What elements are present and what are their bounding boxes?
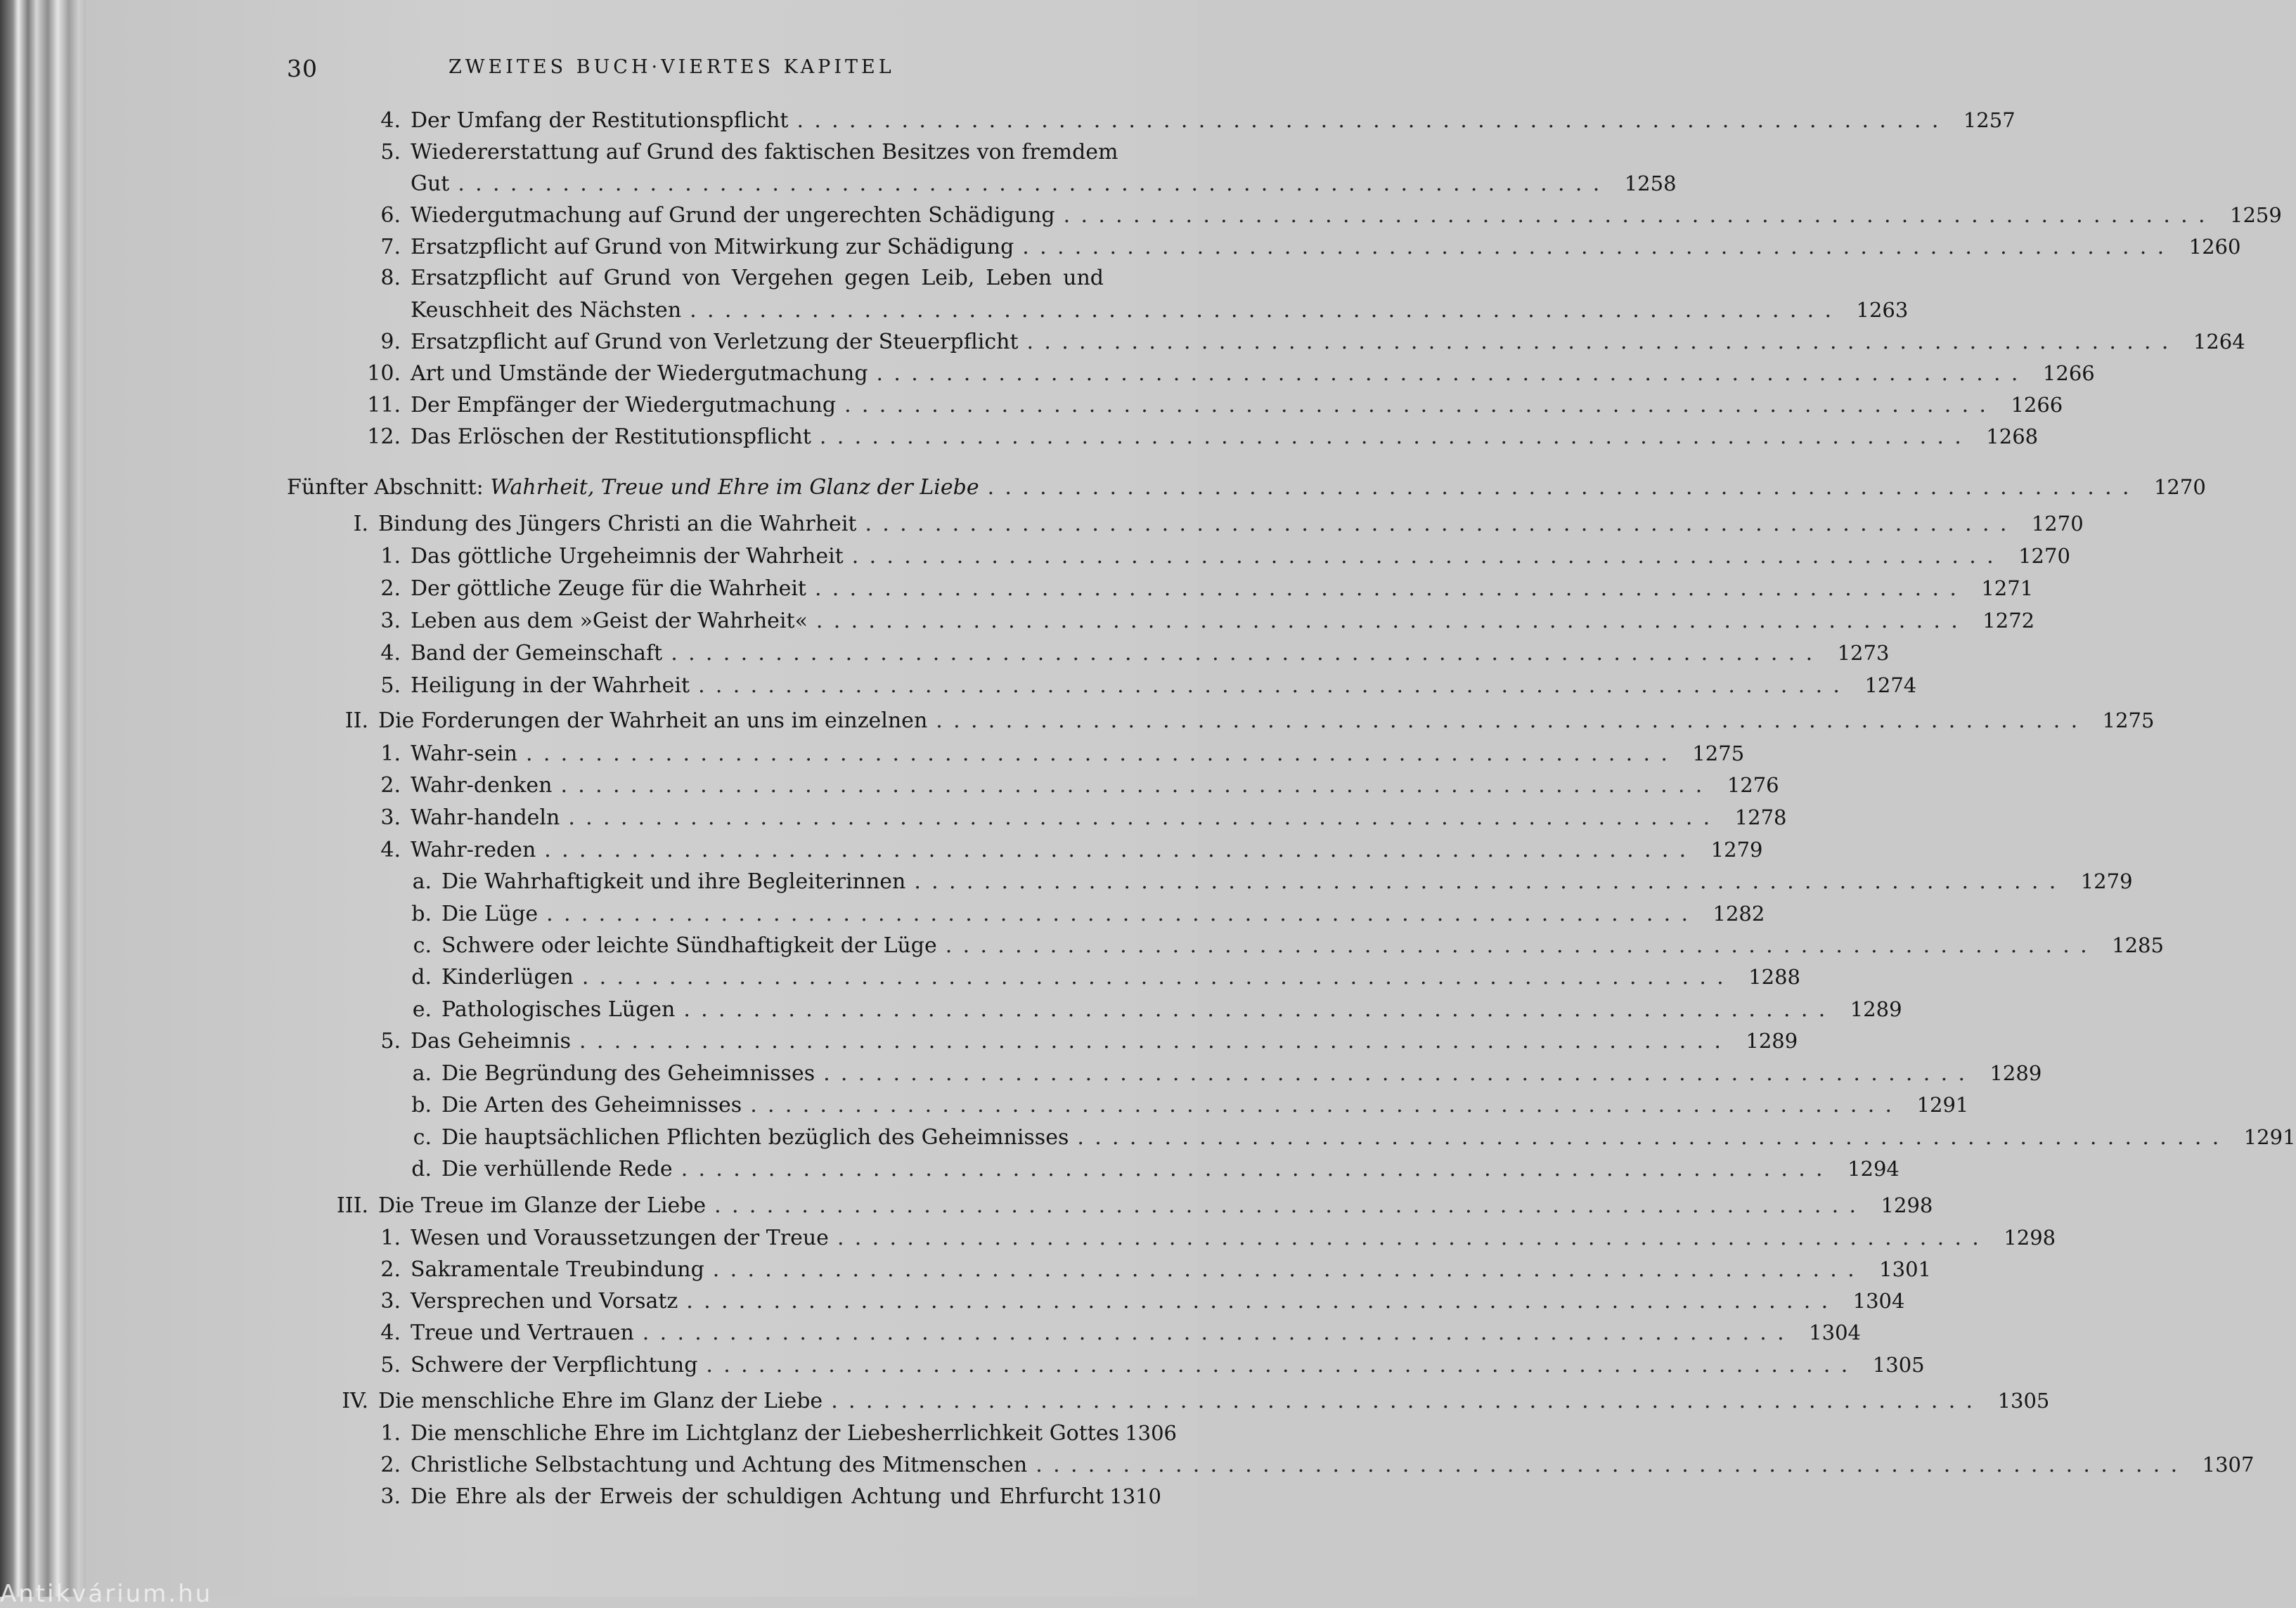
toc-entry-page: 1279 bbox=[1710, 838, 1763, 862]
leader-dots: .................................................................. bbox=[876, 361, 2029, 386]
leader-dots: .................................................................. bbox=[683, 997, 1836, 1022]
toc-part-entry bbox=[332, 507, 2084, 540]
toc-entry-page: 1270 bbox=[2018, 544, 2070, 568]
leader-dots: .................................................................. bbox=[1026, 330, 2179, 354]
toc-entry-label: Christliche Selbstachtung und Achtung des Mitmenschen bbox=[411, 1453, 1028, 1477]
toc-entry-number: 7. bbox=[380, 235, 401, 259]
toc-entry-number: II. bbox=[344, 708, 368, 733]
toc-entry bbox=[364, 769, 1779, 801]
toc-entry-page: 1260 bbox=[2188, 235, 2241, 259]
toc-entry-label: Wiedererstattung auf Grund des faktischen Besitzes von fremdem bbox=[411, 140, 1118, 164]
toc-entry-label: Band der Gemeinschaft bbox=[411, 641, 663, 666]
leader-dots: .................................................................. bbox=[458, 171, 1611, 196]
toc-entry-label: Wahr-handeln bbox=[411, 805, 560, 830]
toc-entry-page: 1307 bbox=[2202, 1453, 2255, 1477]
toc-entry bbox=[364, 604, 2035, 637]
toc-entry-label: Die Forderungen der Wahrheit an uns im einzelnen bbox=[378, 708, 928, 733]
toc-entry-number: 5. bbox=[380, 140, 401, 164]
toc-entry-label: Ersatzpflicht auf Grund von Vergehen gegen Leib, Leben und bbox=[411, 266, 1104, 290]
toc-entry-number: 2. bbox=[380, 773, 401, 798]
toc-entry bbox=[364, 231, 2241, 263]
leader-dots: .................................................................. bbox=[686, 1289, 1839, 1314]
toc-entry-number: b. bbox=[411, 902, 432, 926]
toc-entry-page: 1259 bbox=[2230, 203, 2282, 227]
toc-entry-page: 1274 bbox=[1864, 673, 1917, 697]
toc-entry-number: 2. bbox=[380, 1453, 401, 1477]
toc-entry-page: 1289 bbox=[1850, 997, 1902, 1021]
leader-dots: .................................................................. bbox=[1022, 235, 2175, 259]
leader-dots: .................................................................. bbox=[814, 576, 1968, 601]
toc-entry bbox=[364, 834, 1763, 866]
toc-entry bbox=[364, 262, 1161, 294]
toc-entry-continuation bbox=[411, 294, 1909, 326]
leader-dots: .................................................................. bbox=[750, 1093, 1903, 1117]
leader-dots: .................................................................. bbox=[936, 708, 2089, 733]
toc-entry bbox=[364, 389, 2063, 421]
toc-entry-label: Die hauptsächlichen Pflichten bezüglich des Geheimnisses bbox=[441, 1125, 1069, 1150]
leader-dots: .................................................................. bbox=[712, 1257, 1865, 1282]
toc-entry-page: 1273 bbox=[1837, 641, 1890, 665]
leader-dots: .................................................................. bbox=[844, 393, 1997, 417]
leader-dots: .................................................................. bbox=[1077, 1125, 2230, 1150]
toc-entry-page: 1288 bbox=[1748, 965, 1801, 989]
toc-entry-page: 1270 bbox=[2031, 512, 2084, 536]
toc-entry-number: a. bbox=[412, 869, 432, 894]
toc-entry-number: 5. bbox=[380, 1353, 401, 1377]
toc-entry-page: 1282 bbox=[1713, 902, 1765, 926]
toc-entry-page: 1305 bbox=[1872, 1353, 1925, 1377]
toc-entry-label: Schwere oder leichte Sündhaftigkeit der Lüge bbox=[441, 933, 937, 958]
toc-entry-label: Die menschliche Ehre im Lichtglanz der Liebesherrlichkeit Gottes bbox=[411, 1421, 1119, 1446]
toc-entry-label: Pathologisches Lügen bbox=[441, 997, 676, 1022]
toc-part-entry bbox=[332, 1385, 2050, 1417]
toc-entry-number: 4. bbox=[380, 641, 401, 666]
leader-dots: .................................................................. bbox=[690, 298, 1843, 323]
toc-entry-number: c. bbox=[413, 933, 432, 958]
toc-entry-label: Versprechen und Vorsatz bbox=[411, 1289, 678, 1314]
leader-dots: .................................................................. bbox=[544, 838, 1697, 862]
toc-entry-label: Schwere der Verpflichtung bbox=[411, 1353, 698, 1377]
toc-entry-number: d. bbox=[411, 1157, 432, 1181]
toc-subentry bbox=[395, 1089, 1969, 1121]
toc-entry-label: Wahr-reden bbox=[411, 838, 536, 862]
toc-entry-label-cont: Gut bbox=[411, 171, 450, 196]
toc-entry bbox=[364, 669, 1917, 701]
toc-part-entry bbox=[332, 1189, 1933, 1221]
toc-entry-page: 1301 bbox=[1879, 1257, 1931, 1281]
toc-entry-label: Wesen und Voraussetzungen der Treue bbox=[411, 1226, 829, 1250]
toc-entry-number: 2. bbox=[380, 1257, 401, 1282]
watermark-text: Antikvárium.hu bbox=[0, 1580, 213, 1608]
toc-entry bbox=[364, 737, 1745, 770]
toc-entry-label: Wiedergutmachung auf Grund der ungerechten Schädigung bbox=[411, 203, 1055, 228]
toc-entry bbox=[364, 1448, 2255, 1481]
toc-entry bbox=[364, 136, 1161, 169]
leader-dots: .................................................................. bbox=[568, 805, 1721, 830]
toc-entry-label: Die Lüge bbox=[441, 902, 538, 926]
section-prefix: Fünfter Abschnitt: bbox=[287, 475, 491, 500]
toc-entry bbox=[364, 199, 2282, 231]
toc-entry-label: Die menschliche Ehre im Glanz der Liebe bbox=[378, 1389, 823, 1413]
toc-entry-label: Kinderlügen bbox=[441, 965, 574, 990]
leader-dots: .................................................................. bbox=[671, 641, 1824, 666]
toc-entry-page: 1294 bbox=[1847, 1157, 1900, 1181]
toc-entry bbox=[364, 637, 1890, 669]
toc-entry-label: Die Treue im Glanze der Liebe bbox=[378, 1193, 707, 1218]
toc-entry-number: 1. bbox=[380, 1226, 401, 1250]
toc-subentry bbox=[395, 1153, 1900, 1185]
toc-entry-continuation bbox=[411, 167, 1677, 200]
leader-dots: .................................................................. bbox=[819, 424, 1973, 449]
toc-entry-page: 1268 bbox=[1986, 424, 2039, 448]
toc-entry-label: Bindung des Jüngers Christi an die Wahrheit bbox=[378, 512, 857, 536]
toc-subentry bbox=[395, 929, 2164, 961]
toc-entry-number: 4. bbox=[380, 1321, 401, 1345]
toc-entry-page: 1289 bbox=[1989, 1061, 2042, 1085]
toc-entry-number: 5. bbox=[380, 1029, 401, 1053]
toc-entry bbox=[364, 104, 2016, 136]
toc-entry-page: 1257 bbox=[1963, 108, 2016, 132]
toc-entry-label: Der göttliche Zeuge für die Wahrheit bbox=[411, 576, 806, 601]
toc-entry-label: Leben aus dem »Geist der Wahrheit« bbox=[411, 609, 808, 633]
toc-entry-number: b. bbox=[411, 1093, 432, 1117]
toc-part-entry bbox=[332, 704, 2155, 737]
toc-entry-label: Heiligung in der Wahrheit bbox=[411, 673, 690, 698]
toc-entry-number: 2. bbox=[380, 576, 401, 601]
toc-subentry bbox=[395, 1121, 2296, 1153]
toc-subentry bbox=[395, 1057, 2042, 1089]
toc-entry-number: 1. bbox=[380, 1421, 401, 1446]
toc-entry-label: Die Begründung des Geheimnisses bbox=[441, 1061, 815, 1086]
toc-entry bbox=[364, 1349, 1925, 1381]
toc-entry-page: 1305 bbox=[1997, 1389, 2050, 1413]
toc-entry-label: Treue und Vertrauen bbox=[411, 1321, 634, 1345]
toc-entry-label: Der Umfang der Restitutionspflicht bbox=[411, 108, 789, 133]
toc-entry-number: 8. bbox=[380, 266, 401, 290]
toc-entry-page: 1291 bbox=[1916, 1093, 1969, 1117]
book-spine-edge bbox=[0, 0, 86, 1597]
page-number: 30 bbox=[287, 55, 318, 82]
leader-dots: .................................................................. bbox=[714, 1193, 1867, 1218]
leader-dots: .................................................................. bbox=[865, 512, 2018, 536]
leader-dots: .................................................................. bbox=[546, 902, 1699, 926]
leader-dots: .................................................................. bbox=[1036, 1453, 2188, 1477]
toc-entry-page: 1270 bbox=[2153, 475, 2206, 499]
toc-entry-number: 3. bbox=[380, 805, 401, 830]
toc-entry bbox=[364, 325, 2245, 358]
toc-entry-label: Ersatzpflicht auf Grund von Verletzung der Steuerpflicht bbox=[411, 330, 1019, 354]
toc-entry bbox=[364, 1221, 2056, 1254]
leader-dots: .................................................................. bbox=[823, 1061, 1976, 1086]
leader-dots: .................................................................. bbox=[914, 869, 2067, 894]
toc-entry-number: 1. bbox=[380, 544, 401, 569]
toc-entry-number: c. bbox=[413, 1125, 432, 1150]
toc-entry-page: 1276 bbox=[1727, 773, 1779, 797]
toc-entry-number: a. bbox=[412, 1061, 432, 1086]
toc-entry-label: Wahr-denken bbox=[411, 773, 553, 798]
toc-entry-number: 3. bbox=[380, 1484, 401, 1509]
leader-dots: .................................................................. bbox=[831, 1389, 1984, 1413]
toc-entry-number: e. bbox=[412, 997, 432, 1022]
toc-entry-number: 9. bbox=[380, 330, 401, 354]
leader-dots: .................................................................. bbox=[560, 773, 1713, 798]
toc-entry-number: 4. bbox=[380, 108, 401, 133]
leader-dots: .................................................................. bbox=[698, 673, 1851, 698]
toc-entry bbox=[364, 1285, 1905, 1317]
toc-entry-page: 1272 bbox=[1982, 609, 2035, 633]
toc-entry-page: 1298 bbox=[1881, 1193, 1933, 1217]
leader-dots: .................................................................. bbox=[681, 1157, 1833, 1181]
section-heading-label bbox=[287, 472, 979, 504]
toc-entry bbox=[364, 801, 1787, 834]
toc-entry-label: Das göttliche Urgeheimnis der Wahrheit bbox=[411, 544, 844, 569]
toc-entry bbox=[364, 357, 2095, 389]
toc-entry-label: Sakramentale Treubindung bbox=[411, 1257, 704, 1282]
toc-entry-page: 1310 bbox=[1109, 1484, 1161, 1508]
toc-entry-label: Die Arten des Geheimnisses bbox=[441, 1093, 742, 1117]
leader-dots: .................................................................. bbox=[581, 965, 1735, 990]
leader-dots: .................................................................. bbox=[642, 1321, 1795, 1345]
toc-entry-page: 1306 bbox=[1125, 1421, 1177, 1445]
toc-entry-page: 1298 bbox=[2004, 1226, 2056, 1250]
toc-entry-page: 1291 bbox=[2243, 1125, 2296, 1149]
toc-entry-label: Das Geheimnis bbox=[411, 1029, 572, 1053]
toc-entry-page: 1279 bbox=[2080, 869, 2133, 893]
toc-entry-number: 6. bbox=[380, 203, 401, 228]
toc-entry-page: 1285 bbox=[2112, 933, 2164, 957]
toc-section-heading bbox=[287, 471, 2206, 503]
toc-entry bbox=[364, 1417, 1177, 1449]
leader-dots: .................................................................. bbox=[851, 544, 2004, 569]
toc-entry-label: Der Empfänger der Wiedergutmachung bbox=[411, 393, 837, 417]
toc-subentry bbox=[395, 961, 1801, 993]
toc-entry-label-cont: Keuschheit des Nächsten bbox=[411, 298, 682, 323]
toc-entry-label: Art und Umstände der Wiedergutmachung bbox=[411, 361, 868, 386]
toc-entry-page: 1278 bbox=[1734, 805, 1787, 829]
toc-entry bbox=[364, 1025, 1798, 1057]
toc-entry bbox=[364, 572, 2034, 604]
running-head bbox=[287, 55, 1116, 90]
toc-entry-page: 1289 bbox=[1746, 1029, 1798, 1053]
leader-dots: .................................................................. bbox=[579, 1029, 1732, 1053]
toc-entry-page: 1304 bbox=[1809, 1321, 1861, 1344]
toc-entry bbox=[364, 420, 2039, 453]
toc-entry bbox=[364, 540, 2070, 572]
toc-entry-label: Die Wahrhaftigkeit und ihre Begleiterinnen bbox=[441, 869, 906, 894]
toc-entry-page: 1263 bbox=[1856, 298, 1909, 322]
toc-entry-number: 10. bbox=[367, 361, 401, 386]
leader-dots: .................................................................. bbox=[987, 475, 2140, 500]
section-title: Wahrheit, Treue und Ehre im Glanz der Liebe bbox=[490, 475, 979, 500]
toc-entry-label: Die Ehre als der Erweis der schuldigen Achtung und Ehrfurcht bbox=[411, 1484, 1104, 1509]
toc-entry-number: IV. bbox=[342, 1389, 368, 1413]
toc-subentry bbox=[395, 865, 2133, 897]
toc-entry-number: 11. bbox=[367, 393, 401, 417]
leader-dots: .................................................................. bbox=[796, 108, 1949, 133]
toc-entry-label: Ersatzpflicht auf Grund von Mitwirkung zur Schädigung bbox=[411, 235, 1014, 259]
leader-dots: .................................................................. bbox=[706, 1353, 1859, 1377]
toc-entry-number: 4. bbox=[380, 838, 401, 862]
toc-entry-page: 1304 bbox=[1852, 1289, 1905, 1313]
toc-entry-number: 3. bbox=[380, 1289, 401, 1314]
toc-entry-number: I. bbox=[353, 512, 368, 536]
toc-subentry bbox=[395, 897, 1765, 930]
toc-entry bbox=[364, 1316, 1861, 1349]
toc-entry-number: III. bbox=[336, 1193, 368, 1218]
toc-entry-page: 1271 bbox=[1981, 576, 2034, 600]
toc-entry-page: 1266 bbox=[2011, 393, 2063, 417]
toc-entry-page: 1264 bbox=[2193, 330, 2245, 354]
toc-entry-page: 1275 bbox=[1692, 741, 1745, 765]
toc-entry-page: 1275 bbox=[2102, 708, 2155, 732]
toc-subentry bbox=[395, 993, 1902, 1025]
leader-dots: .................................................................. bbox=[1063, 203, 2216, 228]
toc-entry-label: Die verhüllende Rede bbox=[441, 1157, 673, 1181]
toc-entry-page: 1258 bbox=[1624, 171, 1677, 195]
toc-entry-number: 5. bbox=[380, 673, 401, 698]
toc-entry bbox=[364, 1253, 1931, 1285]
leader-dots: .................................................................. bbox=[945, 933, 2098, 958]
toc-entry-label: Das Erlöschen der Restitutionspflicht bbox=[411, 424, 811, 449]
toc-entry-number: 12. bbox=[367, 424, 401, 449]
toc-entry-number: d. bbox=[411, 965, 432, 990]
leader-dots: .................................................................. bbox=[837, 1226, 1990, 1250]
toc-entry-number: 3. bbox=[380, 609, 401, 633]
leader-dots: .................................................................. bbox=[525, 741, 1679, 766]
toc-entry-number: 1. bbox=[380, 741, 401, 766]
toc-entry bbox=[364, 1480, 1161, 1512]
chapter-title: ZWEITES BUCH·VIERTES KAPITEL bbox=[449, 56, 895, 78]
toc-entry-label: Wahr-sein bbox=[411, 741, 517, 766]
toc-entry-page: 1266 bbox=[2042, 361, 2095, 385]
leader-dots: .................................................................. bbox=[815, 609, 1969, 633]
